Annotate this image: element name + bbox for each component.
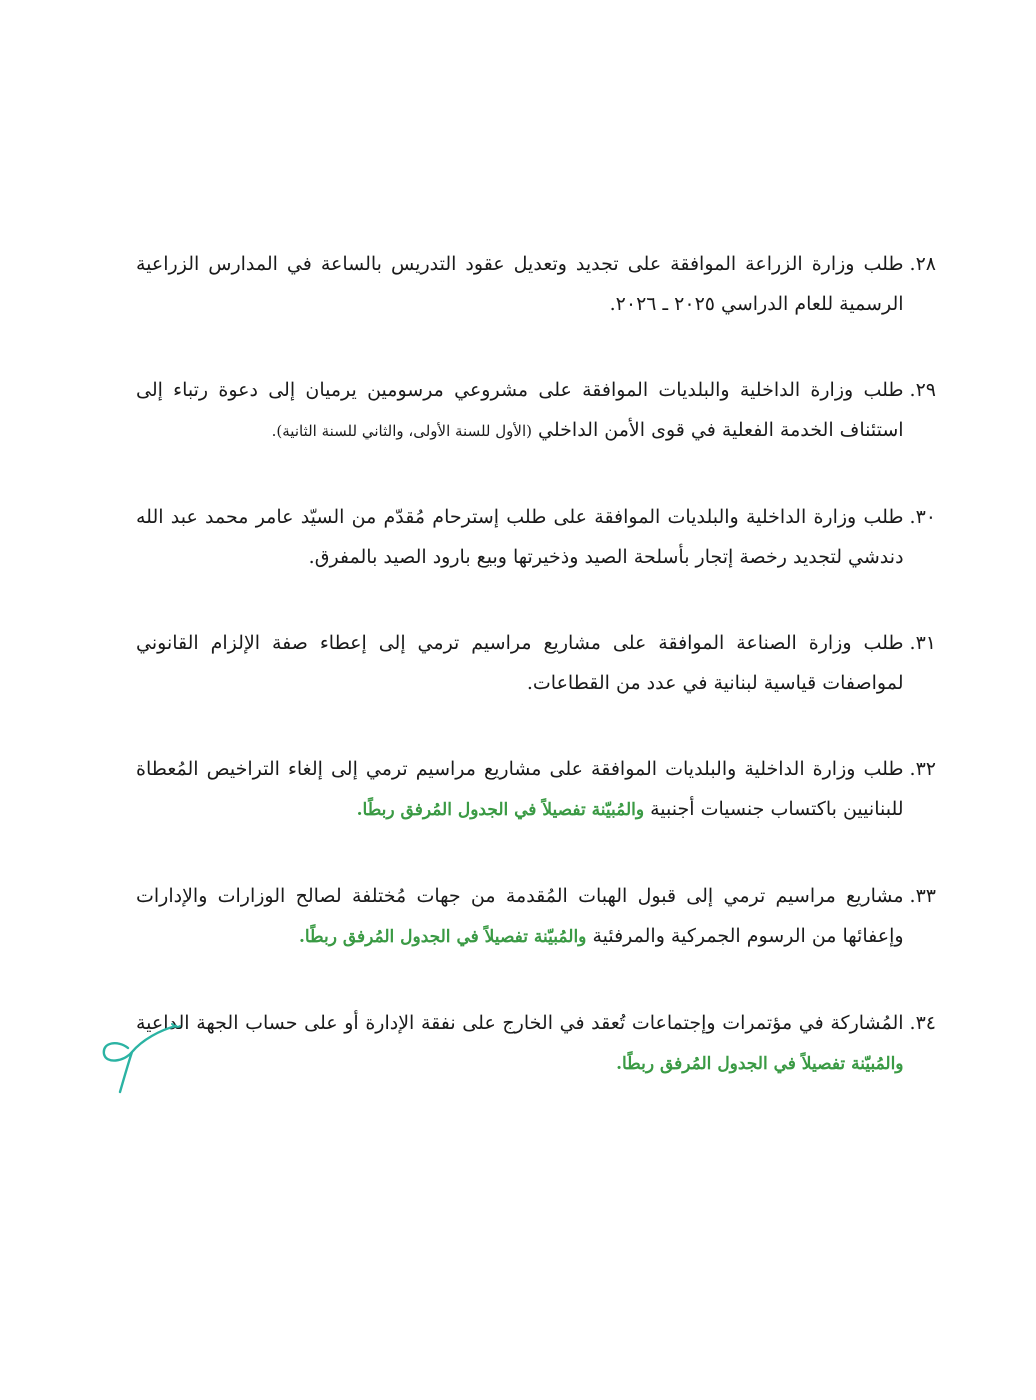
item-number: ٢٩.	[909, 379, 936, 401]
item-highlight: والمُبيّنة تفصيلاً في الجدول المُرفق ربطًا.	[298, 927, 587, 947]
item-text	[136, 370, 904, 451]
handwritten-signature-icon	[98, 1020, 188, 1096]
item-text	[136, 244, 904, 324]
item-body: طلب وزارة الداخلية والبلديات الموافقة على مشروعي مرسومين يرميان إلى دعوة رتباء إلى استئناف الخدمة الفعلية في قوى الأمن الداخلي	[136, 379, 904, 441]
agenda-item-34	[136, 1003, 936, 1084]
item-text	[136, 497, 904, 577]
item-highlight: والمُبيّنة تفصيلاً في الجدول المُرفق ربطًا.	[616, 1054, 904, 1074]
agenda-item-33	[136, 876, 936, 957]
agenda-item-29	[136, 370, 936, 451]
item-text	[136, 1003, 904, 1084]
item-body: طلب وزارة الداخلية والبلديات الموافقة على طلب إسترحام مُقدّم من السيّد عامر محمد عبد الله دندشي لتجديد رخصة إتجار بأسلحة الصيد وذخيرتها وبيع بارود الصيد بالمفرق.	[136, 506, 904, 568]
item-body: مشاريع مراسيم ترمي إلى قبول الهبات المُقدمة من جهات مُختلفة لصالح الوزارات والإدارات وإعفائها من الرسوم الجمركية والمرفئية	[136, 885, 904, 947]
item-number: ٣٣.	[909, 885, 936, 907]
agenda-item-31	[136, 623, 936, 703]
item-number: ٢٨.	[909, 253, 936, 275]
agenda-list	[136, 244, 936, 1130]
item-text	[136, 749, 904, 830]
item-note: (الأول للسنة الأولى، والثاني للسنة الثانية).	[271, 422, 532, 440]
item-body: طلب وزارة الزراعة الموافقة على تجديد وتعديل عقود التدريس بالساعة في المدارس الزراعية الرسمية للعام الدراسي ٢٠٢٥ ـ ٢٠٢٦.	[136, 253, 904, 315]
item-number: ٣٢.	[909, 758, 936, 780]
item-body: طلب وزارة الصناعة الموافقة على مشاريع مراسيم ترمي إلى إعطاء صفة الإلزام القانوني لمواصفات قياسية لبنانية في عدد من القطاعات.	[136, 632, 904, 694]
item-number: ٣١.	[909, 632, 936, 654]
item-number: ٣٤.	[909, 1012, 936, 1034]
item-highlight: والمُبيّنة تفصيلاً في الجدول المُرفق ربطًا.	[356, 800, 645, 820]
agenda-item-28	[136, 244, 936, 324]
item-text	[136, 876, 904, 957]
agenda-item-32	[136, 749, 936, 830]
item-body: طلب وزارة الداخلية والبلديات الموافقة على مشاريع مراسيم ترمي إلى إلغاء التراخيص المُعطاة للبنانيين باكتساب جنسيات أجنبية	[136, 758, 904, 820]
agenda-item-30	[136, 497, 936, 577]
item-number: ٣٠.	[909, 506, 936, 528]
item-body: المُشاركة في مؤتمرات وإجتماعات تُعقد في الخارج على نفقة الإدارة أو على حساب الجهة الداعية	[136, 1012, 904, 1034]
item-text	[136, 623, 904, 703]
